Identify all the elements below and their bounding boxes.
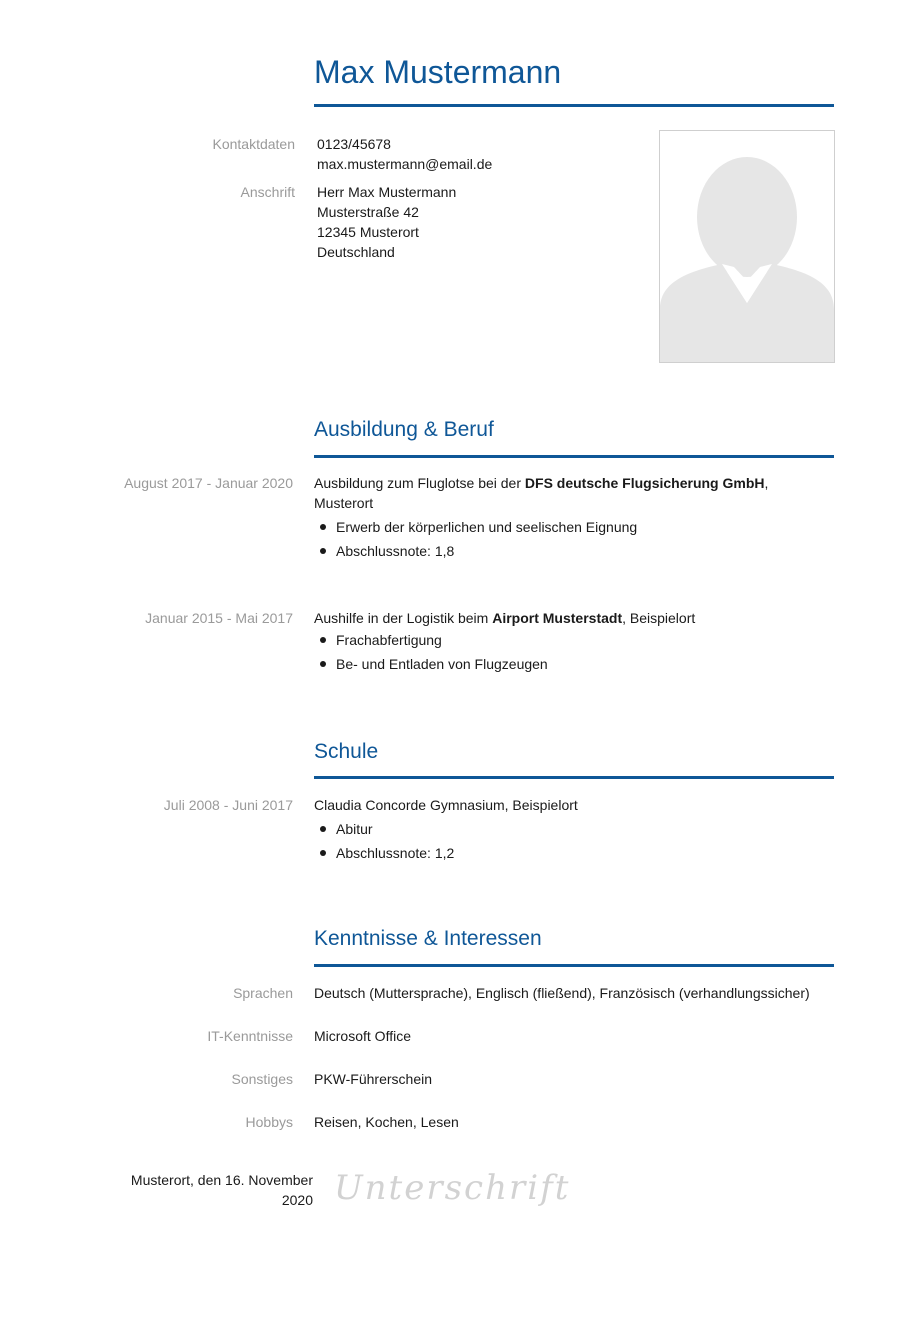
list-item: Erwerb der körperlichen und seelischen Eignung (336, 517, 834, 537)
skill-value-sprachen: Deutsch (Muttersprache), Englisch (fließend), Französisch (verhandlungssicher) (314, 985, 810, 1001)
section-title-kenntnisse: Kenntnisse & Interessen (314, 927, 542, 950)
list-item: Abschlussnote: 1,2 (336, 843, 834, 863)
skill-value-hobbys: Reisen, Kochen, Lesen (314, 1114, 459, 1130)
page-title: Max Mustermann (314, 54, 562, 90)
skill-label-hobbys: Hobbys (245, 1114, 293, 1130)
avatar-silhouette-icon (660, 131, 834, 362)
section-title-schule: Schule (314, 740, 379, 763)
skill-value-sonstiges: PKW-Führerschein (314, 1071, 433, 1087)
skill-label-sprachen: Sprachen (233, 985, 293, 1001)
entry-description: Ausbildung zum Fluglotse bei der DFS deutsche Flugsicherung GmbH, (314, 475, 769, 491)
section-divider (314, 964, 834, 967)
signature: Unterschrift (334, 1168, 571, 1208)
entry-description: Claudia Concorde Gymnasium, Beispielort (314, 797, 578, 813)
skill-label-it: IT-Kenntnisse (207, 1028, 293, 1044)
entry-period: Juli 2008 - Juni 2017 (163, 797, 293, 813)
entry-location: Musterort (314, 495, 374, 511)
address-label: Anschrift (240, 184, 295, 200)
entry-description: Aushilfe in der Logistik beim Airport Musterstadt, Beispielort (314, 610, 696, 626)
skill-label-sonstiges: Sonstiges (231, 1071, 293, 1087)
entry-period: Januar 2015 - Mai 2017 (145, 610, 293, 626)
email-address: max.mustermann@email.de (317, 156, 493, 172)
company-name: Airport Musterstadt (492, 610, 623, 626)
address-line: Deutschland (317, 244, 395, 260)
address-line: Musterstraße 42 (317, 204, 419, 220)
company-name: DFS deutsche Flugsicherung GmbH (524, 475, 765, 491)
profile-photo-placeholder (659, 130, 835, 363)
address-line: 12345 Musterort (317, 224, 419, 240)
entry-gymnasium (314, 795, 834, 867)
address-line: Herr Max Mustermann (317, 184, 457, 200)
entry-ausbildung-fluglotse (314, 473, 834, 565)
skill-value-it: Microsoft Office (314, 1028, 411, 1044)
entry-aushilfe-logistik (314, 608, 834, 678)
list-item: Abschlussnote: 1,8 (336, 541, 834, 561)
section-divider (314, 455, 834, 458)
phone-number: 0123/45678 (317, 136, 391, 152)
list-item: Frachabfertigung (336, 630, 834, 650)
list-item: Be- und Entladen von Flugzeugen (336, 654, 834, 674)
contact-label: Kontaktdaten (212, 136, 295, 152)
entry-period: August 2017 - Januar 2020 (124, 475, 293, 491)
list-item: Abitur (336, 819, 834, 839)
section-title-ausbildung: Ausbildung & Beruf (314, 418, 494, 441)
section-divider (314, 776, 834, 779)
title-divider (314, 104, 834, 107)
place-date: Musterort, den 16. November 2020 (130, 1172, 313, 1208)
